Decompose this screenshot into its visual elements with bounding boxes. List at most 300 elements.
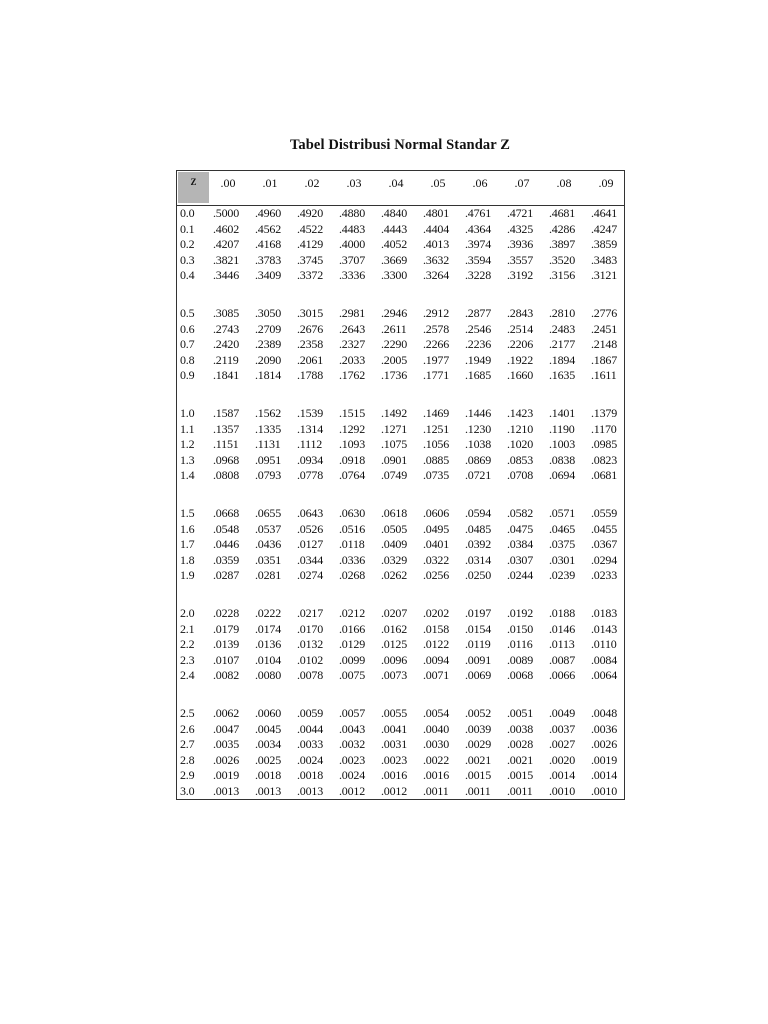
table-row	[177, 668, 624, 684]
probability-cell: .0091	[465, 652, 492, 667]
probability-cell: .0968	[213, 452, 240, 467]
probability-cell: .1056	[423, 437, 450, 451]
probability-cell: .4920	[297, 206, 324, 220]
probability-cell: .2946	[381, 306, 408, 320]
probability-cell: .0015	[465, 768, 492, 782]
column-header: .00	[220, 176, 236, 190]
probability-cell: .3192	[507, 268, 534, 282]
z-value-cell: 0.8	[180, 352, 195, 367]
probability-cell: .0359	[213, 552, 240, 567]
probability-cell: .0119	[465, 637, 491, 651]
probability-cell: .0630	[339, 506, 366, 520]
probability-cell: .3821	[213, 252, 240, 267]
probability-cell: .0170	[297, 621, 324, 636]
probability-cell: .0039	[465, 721, 492, 736]
probability-cell: .0681	[591, 468, 618, 482]
probability-cell: .2843	[507, 306, 534, 320]
table-row	[177, 737, 624, 753]
probability-cell: .2358	[297, 337, 324, 351]
probability-cell: .0262	[381, 568, 408, 582]
probability-cell: .0089	[507, 652, 534, 667]
z-value-cell: 1.7	[180, 537, 195, 551]
probability-cell: .3859	[591, 237, 618, 251]
probability-cell: .0618	[381, 506, 408, 520]
probability-cell: .0606	[423, 506, 450, 520]
probability-cell: .0052	[465, 706, 492, 720]
z-value-cell: 1.0	[180, 406, 195, 420]
probability-cell: .0049	[549, 706, 576, 720]
probability-cell: .0375	[549, 537, 576, 551]
z-value-cell: 0.9	[180, 368, 195, 382]
probability-cell: .3669	[381, 252, 408, 267]
probability-cell: .1112	[297, 437, 323, 451]
probability-cell: .0116	[507, 637, 533, 651]
probability-cell: .4721	[507, 206, 534, 220]
probability-cell: .0132	[297, 637, 324, 651]
probability-cell: .0102	[297, 652, 324, 667]
table-row	[177, 453, 624, 469]
probability-cell: .1814	[255, 368, 282, 382]
probability-cell: .2389	[255, 337, 282, 351]
probability-cell: .0307	[507, 552, 534, 567]
probability-cell: .1894	[549, 352, 576, 367]
probability-cell: .0668	[213, 506, 240, 520]
probability-cell: .0048	[591, 706, 618, 720]
probability-cell: .0016	[423, 768, 450, 782]
probability-cell: .0244	[507, 568, 534, 582]
probability-cell: .1771	[423, 368, 450, 382]
probability-cell: .0217	[297, 606, 324, 620]
table-row	[177, 337, 624, 353]
probability-cell: .0033	[297, 737, 324, 751]
probability-cell: .2451	[591, 321, 618, 336]
probability-cell: .0129	[339, 637, 366, 651]
probability-cell: .0014	[549, 768, 576, 782]
probability-cell: .1151	[213, 437, 239, 451]
probability-cell: .3015	[297, 306, 324, 320]
probability-cell: .0918	[339, 452, 366, 467]
z-value-cell: 1.1	[180, 421, 195, 436]
column-header: .05	[430, 176, 446, 190]
probability-cell: .0099	[339, 652, 366, 667]
probability-cell: .0537	[255, 521, 282, 536]
probability-cell: .0446	[213, 537, 240, 551]
column-header: .01	[262, 176, 278, 190]
probability-cell: .0035	[213, 737, 240, 751]
probability-cell: .1271	[381, 421, 408, 436]
probability-cell: .1611	[591, 368, 617, 382]
table-row	[177, 537, 624, 553]
probability-cell: .1314	[297, 421, 324, 436]
probability-cell: .2206	[507, 337, 534, 351]
probability-cell: .1469	[423, 406, 450, 420]
probability-cell: .3557	[507, 252, 534, 267]
probability-cell: .0559	[591, 506, 618, 520]
probability-cell: .2877	[465, 306, 492, 320]
probability-cell: .4960	[255, 206, 282, 220]
probability-cell: .4562	[255, 221, 282, 236]
probability-cell: .0118	[339, 537, 365, 551]
z-value-cell: 0.0	[180, 206, 195, 220]
probability-cell: .1190	[549, 421, 575, 436]
probability-cell: .2776	[591, 306, 618, 320]
probability-cell: .1423	[507, 406, 534, 420]
probability-cell: .3632	[423, 252, 450, 267]
probability-cell: .0174	[255, 621, 282, 636]
probability-cell: .0934	[297, 452, 324, 467]
probability-cell: .1170	[591, 421, 617, 436]
table-row	[177, 768, 624, 784]
probability-cell: .0078	[297, 668, 324, 682]
probability-cell: .0036	[591, 721, 618, 736]
probability-cell: .2676	[297, 321, 324, 336]
probability-cell: .0778	[297, 468, 324, 482]
probability-cell: .0329	[381, 552, 408, 567]
probability-cell: .0985	[591, 437, 618, 451]
z-value-cell: 3.0	[180, 783, 195, 798]
probability-cell: .0022	[423, 752, 450, 767]
probability-cell: .2236	[465, 337, 492, 351]
column-header: .08	[556, 176, 572, 190]
probability-cell: .0401	[423, 537, 450, 551]
z-value-cell: 1.9	[180, 568, 195, 582]
probability-cell: .0749	[381, 468, 408, 482]
z-value-cell: 1.4	[180, 468, 195, 482]
z-value-cell: 0.4	[180, 268, 195, 282]
z-value-cell: 1.3	[180, 452, 195, 467]
probability-cell: .0011	[423, 783, 449, 798]
probability-cell: .0901	[381, 452, 408, 467]
probability-cell: .2420	[213, 337, 240, 351]
probability-cell: .0197	[465, 606, 492, 620]
probability-cell: .0073	[381, 668, 408, 682]
probability-cell: .2912	[423, 306, 450, 320]
probability-cell: .0212	[339, 606, 366, 620]
probability-cell: .0019	[213, 768, 240, 782]
z-value-cell: 2.0	[180, 606, 195, 620]
probability-cell: .0571	[549, 506, 576, 520]
probability-cell: .0024	[339, 768, 366, 782]
probability-cell: .0069	[465, 668, 492, 682]
z-table	[176, 170, 625, 800]
probability-cell: .3264	[423, 268, 450, 282]
probability-cell: .0016	[381, 768, 408, 782]
probability-cell: .0113	[549, 637, 575, 651]
probability-cell: .3483	[591, 252, 618, 267]
probability-cell: .2643	[339, 321, 366, 336]
probability-cell: .1335	[255, 421, 282, 436]
probability-cell: .1446	[465, 406, 492, 420]
probability-cell: .1762	[339, 368, 366, 382]
probability-cell: .0026	[213, 752, 240, 767]
probability-cell: .1562	[255, 406, 282, 420]
probability-cell: .2327	[339, 337, 366, 351]
probability-cell: .0029	[465, 737, 492, 751]
probability-cell: .2148	[591, 337, 618, 351]
page-title: Tabel Distribusi Normal Standar Z	[289, 137, 511, 153]
probability-cell: .3156	[549, 268, 576, 282]
table-row	[177, 568, 624, 584]
probability-cell: .3594	[465, 252, 492, 267]
probability-cell: .0096	[381, 652, 408, 667]
z-value-cell: 1.2	[180, 437, 195, 451]
probability-cell: .0162	[381, 621, 408, 636]
probability-cell: .0012	[339, 783, 366, 798]
probability-cell: .2119	[213, 352, 239, 367]
probability-cell: .0010	[591, 783, 618, 798]
probability-cell: .0526	[297, 521, 324, 536]
z-value-cell: 1.8	[180, 552, 195, 567]
probability-cell: .1020	[507, 437, 534, 451]
probability-cell: .0139	[213, 637, 240, 651]
probability-cell: .4443	[381, 221, 408, 236]
probability-cell: .0838	[549, 452, 576, 467]
table-header-row	[177, 171, 624, 206]
probability-cell: .0080	[255, 668, 282, 682]
probability-cell: .0485	[465, 521, 492, 536]
probability-cell: .4641	[591, 206, 618, 220]
probability-cell: .0087	[549, 652, 576, 667]
z-value-cell: 2.6	[180, 721, 195, 736]
probability-cell: .0025	[255, 752, 282, 767]
probability-cell: .0059	[297, 706, 324, 720]
probability-cell: .0026	[591, 737, 618, 751]
probability-cell: .0823	[591, 452, 618, 467]
table-row	[177, 322, 624, 338]
probability-cell: .3121	[591, 268, 618, 282]
probability-cell: .0122	[423, 637, 450, 651]
probability-cell: .1660	[507, 368, 534, 382]
z-value-cell: 2.9	[180, 768, 195, 782]
probability-cell: .0019	[591, 752, 618, 767]
probability-cell: .0136	[255, 637, 282, 651]
probability-cell: .0084	[591, 652, 618, 667]
probability-cell: .1292	[339, 421, 366, 436]
probability-cell: .0051	[507, 706, 534, 720]
probability-cell: .2005	[381, 352, 408, 367]
probability-cell: .1251	[423, 421, 450, 436]
probability-cell: .3520	[549, 252, 576, 267]
probability-cell: .0034	[255, 737, 282, 751]
table-row	[177, 406, 624, 422]
probability-cell: .0062	[213, 706, 240, 720]
probability-cell: .0023	[381, 752, 408, 767]
z-value-cell: 2.7	[180, 737, 195, 751]
probability-cell: .0475	[507, 521, 534, 536]
probability-cell: .0643	[297, 506, 324, 520]
probability-cell: .4681	[549, 206, 576, 220]
probability-cell: .0158	[423, 621, 450, 636]
probability-cell: .2611	[381, 321, 407, 336]
probability-cell: .0735	[423, 468, 450, 482]
probability-cell: .2546	[465, 321, 492, 336]
probability-cell: .3300	[381, 268, 408, 282]
probability-cell: .0010	[549, 783, 576, 798]
column-header: .02	[304, 176, 320, 190]
probability-cell: .0287	[213, 568, 240, 582]
column-header: .09	[598, 176, 614, 190]
table-row	[177, 368, 624, 384]
probability-cell: .0031	[381, 737, 408, 751]
probability-cell: .4052	[381, 237, 408, 251]
probability-cell: .1075	[381, 437, 408, 451]
table-row	[177, 468, 624, 484]
probability-cell: .0030	[423, 737, 450, 751]
table-row	[177, 753, 624, 769]
probability-cell: .1949	[465, 352, 492, 367]
probability-cell: .1922	[507, 352, 534, 367]
probability-cell: .3707	[339, 252, 366, 267]
column-header: .03	[346, 176, 362, 190]
probability-cell: .0233	[591, 568, 618, 582]
probability-cell: .0064	[591, 668, 618, 682]
table-row	[177, 353, 624, 369]
table-row	[177, 253, 624, 269]
probability-cell: .0018	[255, 768, 282, 782]
probability-cell: .0885	[423, 452, 450, 467]
probability-cell: .0222	[255, 606, 282, 620]
z-value-cell: 2.1	[180, 621, 195, 636]
probability-cell: .1038	[465, 437, 492, 451]
probability-cell: .5000	[213, 206, 240, 220]
probability-cell: .1515	[339, 406, 366, 420]
probability-cell: .0951	[255, 452, 282, 467]
probability-cell: .1401	[549, 406, 576, 420]
probability-cell: .0239	[549, 568, 576, 582]
table-row	[177, 422, 624, 438]
z-value-cell: 0.1	[180, 221, 195, 236]
table-row	[177, 653, 624, 669]
probability-cell: .2981	[339, 306, 366, 320]
probability-cell: .0516	[339, 521, 366, 536]
table-row	[177, 506, 624, 522]
probability-cell: .0037	[549, 721, 576, 736]
probability-cell: .1003	[549, 437, 576, 451]
probability-cell: .0409	[381, 537, 408, 551]
probability-cell: .0068	[507, 668, 534, 682]
table-row	[177, 784, 624, 800]
probability-cell: .0166	[339, 621, 366, 636]
probability-cell: .1539	[297, 406, 324, 420]
probability-cell: .1736	[381, 368, 408, 382]
probability-cell: .1492	[381, 406, 408, 420]
probability-cell: .0228	[213, 606, 240, 620]
probability-cell: .3336	[339, 268, 366, 282]
probability-cell: .4840	[381, 206, 408, 220]
column-header: .04	[388, 176, 404, 190]
table-row	[177, 268, 624, 284]
table-row	[177, 237, 624, 253]
probability-cell: .4801	[423, 206, 450, 220]
table-row	[177, 522, 624, 538]
z-value-cell: 2.2	[180, 637, 195, 651]
probability-cell: .0495	[423, 521, 450, 536]
probability-cell: .1131	[255, 437, 281, 451]
probability-cell: .0125	[381, 637, 408, 651]
probability-cell: .2514	[507, 321, 534, 336]
z-value-cell: 1.5	[180, 506, 195, 520]
probability-cell: .2483	[549, 321, 576, 336]
probability-cell: .2177	[549, 337, 576, 351]
probability-cell: .0045	[255, 721, 282, 736]
probability-cell: .0011	[465, 783, 491, 798]
probability-cell: .4286	[549, 221, 576, 236]
probability-cell: .0594	[465, 506, 492, 520]
probability-cell: .0150	[507, 621, 534, 636]
probability-cell: .1788	[297, 368, 324, 382]
probability-cell: .0032	[339, 737, 366, 751]
probability-cell: .0274	[297, 568, 324, 582]
probability-cell: .0110	[591, 637, 617, 651]
probability-cell: .1230	[465, 421, 492, 436]
probability-cell: .0013	[255, 783, 282, 798]
probability-cell: .1093	[339, 437, 366, 451]
probability-cell: .0057	[339, 706, 366, 720]
z-value-cell: 0.2	[180, 237, 195, 251]
probability-cell: .0294	[591, 552, 618, 567]
probability-cell: .0020	[549, 752, 576, 767]
probability-cell: .1867	[591, 352, 618, 367]
probability-cell: .4404	[423, 221, 450, 236]
probability-cell: .0314	[465, 552, 492, 567]
probability-cell: .1379	[591, 406, 618, 420]
probability-cell: .0655	[255, 506, 282, 520]
probability-cell: .2266	[423, 337, 450, 351]
probability-cell: .2709	[255, 321, 282, 336]
probability-cell: .0694	[549, 468, 576, 482]
table-row	[177, 606, 624, 622]
z-value-cell: 0.6	[180, 321, 195, 336]
probability-cell: .0582	[507, 506, 534, 520]
probability-cell: .3446	[213, 268, 240, 282]
table-row	[177, 306, 624, 322]
probability-cell: .0094	[423, 652, 450, 667]
table-row	[177, 437, 624, 453]
z-column-header: Z	[178, 172, 209, 203]
probability-cell: .0066	[549, 668, 576, 682]
probability-cell: .2578	[423, 321, 450, 336]
probability-cell: .0023	[339, 752, 366, 767]
probability-cell: .4207	[213, 237, 240, 251]
probability-cell: .1977	[423, 352, 450, 367]
probability-cell: .0764	[339, 468, 366, 482]
probability-cell: .0455	[591, 521, 618, 536]
probability-cell: .0044	[297, 721, 324, 736]
probability-cell: .0041	[381, 721, 408, 736]
probability-cell: .2090	[255, 352, 282, 367]
probability-cell: .3409	[255, 268, 282, 282]
probability-cell: .0013	[213, 783, 240, 798]
z-value-cell: 2.5	[180, 706, 195, 720]
z-value-cell: 0.3	[180, 252, 195, 267]
probability-cell: .0043	[339, 721, 366, 736]
probability-cell: .0143	[591, 621, 618, 636]
probability-cell: .0027	[549, 737, 576, 751]
probability-cell: .0047	[213, 721, 240, 736]
probability-cell: .2290	[381, 337, 408, 351]
table-row	[177, 206, 624, 222]
probability-cell: .0183	[591, 606, 618, 620]
probability-cell: .0024	[297, 752, 324, 767]
table-row	[177, 222, 624, 238]
probability-cell: .0344	[297, 552, 324, 567]
probability-cell: .0013	[297, 783, 324, 798]
probability-cell: .0188	[549, 606, 576, 620]
probability-cell: .1685	[465, 368, 492, 382]
probability-cell: .0808	[213, 468, 240, 482]
column-header: .07	[514, 176, 530, 190]
probability-cell: .4000	[339, 237, 366, 251]
